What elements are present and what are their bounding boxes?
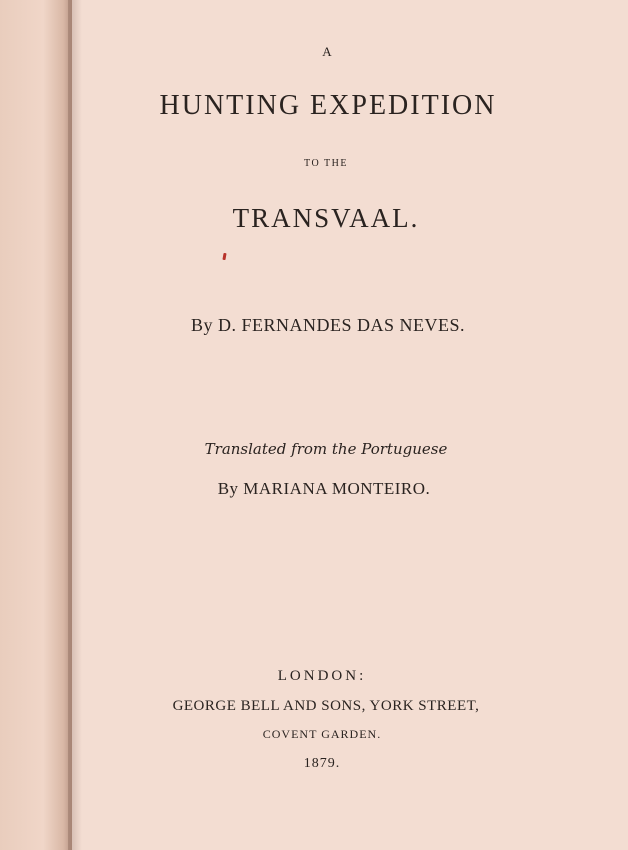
imprint-city: LONDON: — [277, 668, 367, 684]
ink-mark — [222, 253, 226, 260]
author-line: By D. FERNANDES DAS NEVES. — [190, 315, 466, 335]
translator-line: By MARIANA MONTEIRO. — [217, 479, 431, 498]
imprint-year: 1879. — [303, 756, 341, 771]
imprint-place: COVENT GARDEN. — [262, 727, 382, 741]
title-connector: TO THE — [304, 158, 348, 169]
gutter-shadow — [68, 0, 82, 850]
title-article: A — [322, 44, 332, 59]
left-page-edge — [0, 0, 72, 850]
translation-note: Translated from the Portuguese — [204, 440, 448, 458]
main-title: HUNTING EXPEDITION — [159, 90, 497, 121]
title-subject: TRANSVAAL. — [232, 203, 420, 233]
imprint-publisher: GEORGE BELL AND SONS, YORK STREET, — [172, 698, 480, 714]
